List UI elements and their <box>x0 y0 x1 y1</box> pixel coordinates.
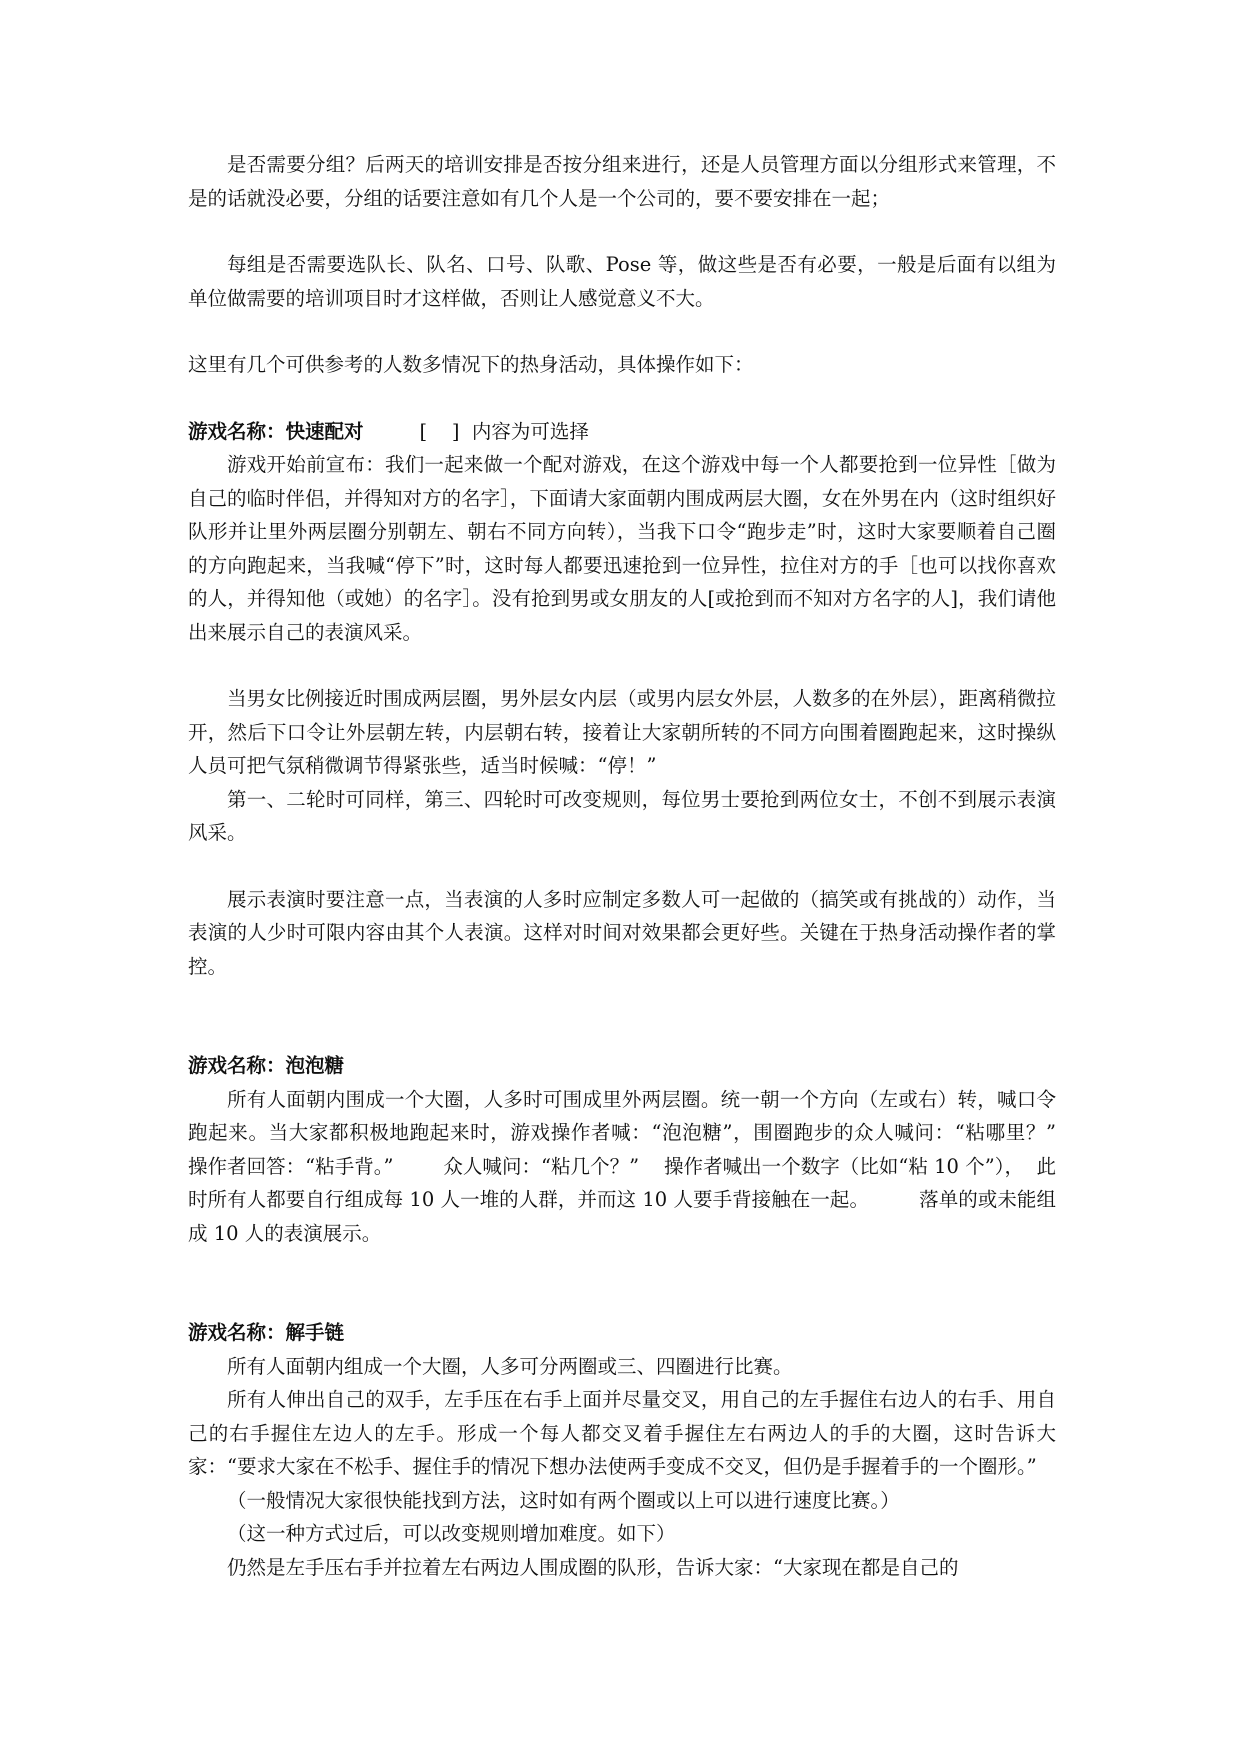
spacer <box>188 983 1056 1049</box>
game1-paragraph-4: 展示表演时要注意一点，当表演的人多时应制定多数人可一起做的（搞笑或有挑战的）动作，当表演的人少时可限内容由其个人表演。这样对时间对效果都会更好些。关键在于热身活动操作者的掌控。 <box>188 887 1056 978</box>
game3-paragraph-4: （这一种方式过后，可以改变规则增加难度。如下） <box>227 1522 676 1545</box>
intro-paragraph-1: 是否需要分组？后两天的培训安排是否按分组来进行，还是人员管理方面以分组形式来管理，不是的话就没必要，分组的话要注意如有几个人是一个公司的，要不要安排在一起； <box>188 153 1056 210</box>
game3-paragraph-2: 所有人伸出自己的双手，左手压在右手上面并尽量交叉，用自己的左手握住右边人的右手、用自己的右手握住左边人的左手。形成一个每人都交叉着手握住左右两边人的手的大圈，这时告诉大家：“要求大家在不松手、握住手的情况下想办法使两手变成不交叉，但仍是手握着手的一个圈形。” <box>188 1388 1056 1478</box>
spacer <box>188 850 1056 883</box>
spacer <box>188 215 1056 248</box>
game2-title: 游戏名称：泡泡糖 <box>188 1054 345 1077</box>
spacer <box>188 315 1056 348</box>
game3-paragraph-3: （一般情况大家很快能找到方法，这时如有两个圈或以上可以进行速度比赛。） <box>227 1488 900 1512</box>
game3-title: 游戏名称：解手链 <box>188 1321 345 1344</box>
intro-paragraph-2: 每组是否需要选队长、队名、口号、队歌、Pose 等，做这些是否有必要，一般是后面有以组为单位做需要的培训项目时才这样做，否则让人感觉意义不大。 <box>188 253 1056 310</box>
document-page <box>188 148 1081 1584</box>
spacer <box>188 382 1056 415</box>
game2-paragraph-1: 所有人面朝内围成一个大圈，人多时可围成里外两层圈。统一朝一个方向（左或右）转，喊口令跑起来。当大家都积极地跑起来时，游戏操作者喊：“泡泡糖”，围圈跑步的众人喊问：“粘哪里？” 操作者回答：“粘手背。” 众人喊问：“粘几个？” 操作者喊出一个数字（比如“粘 10 个”）， 此时所有人都要自行组成每 10 人一堆的人群，并而这 10 人要手背接触在一起。 落单的或未能组成 10 人的表演展示。 <box>188 1087 1081 1245</box>
game3-paragraph-1: 所有人面朝内组成一个大圈，人多可分两圈或三、四圈进行比赛。 <box>227 1354 793 1378</box>
game1-paragraph-2: 当男女比例接近时围成两层圈，男外层女内层（或男内层女外层，人数多的在外层），距离稍微拉开，然后下口令让外层朝左转，内层朝右转，接着让大家朝所转的不同方向围着圈跑起来，这时操纵人员可把气氛稍微调节得紧张些，适当时候喊：“停！” <box>188 687 1056 777</box>
game1-paragraph-1: 游戏开始前宣布：我们一起来做一个配对游戏，在这个游戏中每一个人都要抢到一位异性［做为自己的临时伴侣，并得知对方的名字］，下面请大家面朝内围成两层大圈，女在外男在内（这时组织好队形并让里外两层圈分别朝左、朝右不同方向转），当我下口令“跑步走”时，这时大家要顺着自己圈的方向跑起来，当我喊“停下”时，这时每人都要迅速抢到一位异性，拉住对方的手［也可以找你喜欢的人，并得知他（或她）的名字］。没有抢到男或女朋友的人[或抢到而不知对方名字的人]，我们请他出来展示自己的表演风采。 <box>188 453 1056 644</box>
intro-paragraph-3: 这里有几个可供参考的人数多情况下的热身活动，具体操作如下： <box>188 353 754 376</box>
game3-paragraph-5: 仍然是左手压右手并拉着左右两边人围成圈的队形，告诉大家：“大家现在都是自己的 <box>227 1555 959 1579</box>
game1-title: 游戏名称：快速配对 <box>188 419 364 443</box>
spacer <box>188 649 1056 682</box>
game1-note: [ ] 内容为可选择 <box>419 419 589 443</box>
spacer <box>188 1250 1056 1316</box>
game1-heading <box>188 415 1056 449</box>
game1-paragraph-3: 第一、二轮时可同样，第三、四轮时可改变规则，每位男士要抢到两位女士，不创不到展示表演风采。 <box>188 787 1056 844</box>
